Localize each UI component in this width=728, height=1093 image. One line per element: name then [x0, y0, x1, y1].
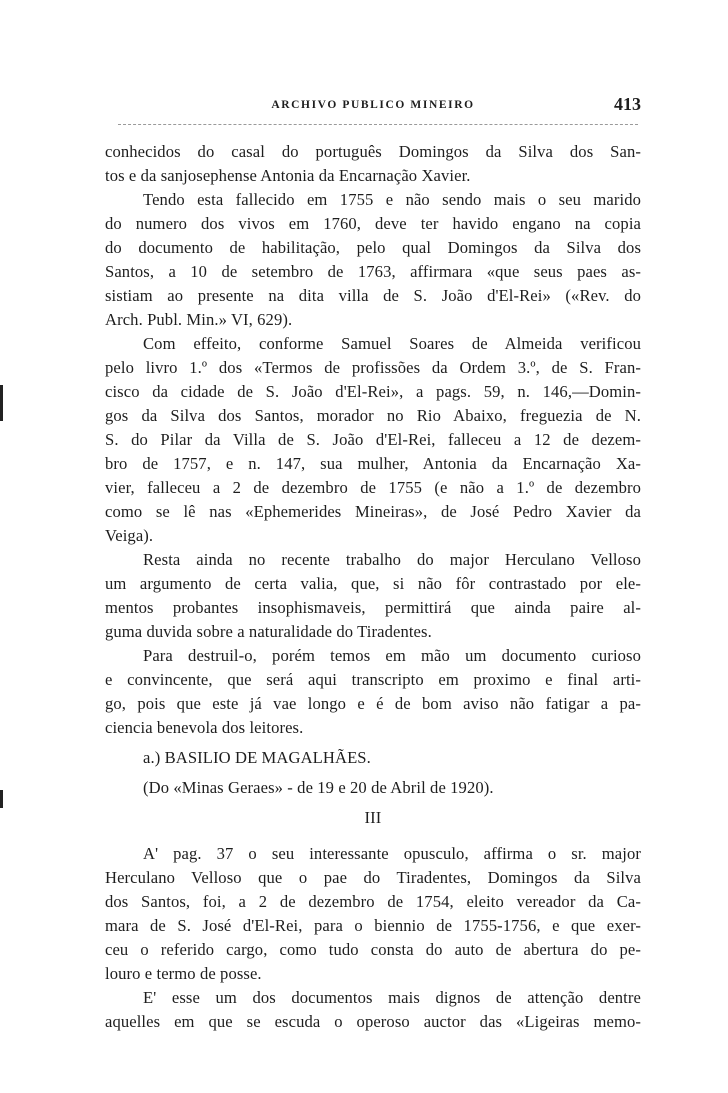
text-line: bro de 1757, e n. 147, sua mulher, Antonia da Encarnação Xa-	[105, 454, 641, 473]
text-line: dos Santos, foi, a 2 de dezembro de 1754, eleito vereador da Ca-	[105, 892, 641, 911]
text-line: Tendo esta fallecido em 1755 e não sendo mais o seu marido	[143, 190, 641, 209]
text-line: A' pag. 37 o seu interessante opusculo, affirma o sr. major	[143, 844, 641, 863]
body-text	[105, 140, 641, 1034]
text-line: Veiga).	[105, 526, 154, 545]
text-line: Arch. Publ. Min.» VI, 629).	[105, 310, 293, 329]
text-line: do documento de habilitação, pelo qual Domingos da Silva dos	[105, 238, 641, 257]
text-line: Para destruil-o, porém temos em mão um documento curioso	[143, 646, 641, 665]
text-line: conhecidos do casal do português Domingos da Silva dos San-	[105, 142, 641, 161]
text-line: S. do Pilar da Villa de S. João d'El-Rei, falleceu a 12 de dezem-	[105, 430, 641, 449]
text-line: do numero dos vivos em 1760, deve ter havido engano na copia	[105, 214, 641, 233]
text-line: a.) BASILIO DE MAGALHÃES.	[143, 748, 371, 767]
text-line: mara de S. José d'El-Rei, para o biennio de 1755-1756, e que exer-	[105, 916, 641, 935]
text-line: E' esse um dos documentos mais dignos de attenção dentre	[143, 988, 641, 1007]
text-line: go, pois que este já vae longo e é de bom aviso não fatigar a pa-	[105, 694, 641, 713]
text-line: um argumento de certa valia, que, si não fôr contrastado por ele-	[105, 574, 641, 593]
text-line: aquelles em que se escuda o operoso auctor das «Ligeiras memo-	[105, 1012, 641, 1031]
text-line: Resta ainda no recente trabalho do major Herculano Velloso	[143, 550, 641, 569]
text-line: tos e da sanjosephense Antonia da Encarnação Xavier.	[105, 166, 471, 185]
text-line: ceu o referido cargo, como tudo consta do auto de abertura do pe-	[105, 940, 641, 959]
page-number: 413	[614, 94, 641, 114]
text-line: louro e termo de posse.	[105, 964, 262, 983]
text-line: (Do «Minas Geraes» - de 19 e 20 de Abril de 1920).	[143, 778, 494, 797]
text-line: como se lê nas «Ephemerides Mineiras», de José Pedro Xavier da	[105, 502, 641, 521]
text-line: Herculano Velloso que o pae do Tiradentes, Domingos da Silva	[105, 868, 641, 887]
text-line: gos da Silva dos Santos, morador no Rio Abaixo, freguezia de N.	[105, 406, 641, 425]
text-line: cisco da cidade de S. João d'El-Rei», a pags. 59, n. 146,—Domin-	[105, 382, 641, 401]
running-head	[105, 94, 641, 118]
text-line: pelo livro 1.º dos «Termos de profissões da Ordem 3.º, de S. Fran-	[105, 358, 641, 377]
left-edge-mark	[0, 790, 3, 808]
text-line: ciencia benevola dos leitores.	[105, 718, 304, 737]
text-line: guma duvida sobre a naturalidade do Tiradentes.	[105, 622, 432, 641]
text-line: vier, falleceu a 2 de dezembro de 1755 (e não a 1.º de dezembro	[105, 478, 641, 497]
text-line: mentos probantes insophismaveis, permittirá que ainda paire al-	[105, 598, 641, 617]
running-title: ARCHIVO PUBLICO MINEIRO	[271, 99, 475, 111]
left-edge-mark	[0, 385, 3, 421]
text-line: e convincente, que será aqui transcripto em proximo e final arti-	[105, 670, 641, 689]
section-heading: III	[364, 808, 382, 827]
text-line: sistiam ao presente na dita villa de S. João d'El-Rei» («Rev. do	[105, 286, 641, 305]
text-line: Com effeito, conforme Samuel Soares de Almeida verificou	[143, 334, 641, 353]
header-rule	[118, 124, 638, 125]
text-line: Santos, a 10 de setembro de 1763, affirmara «que seus paes as-	[105, 262, 641, 281]
